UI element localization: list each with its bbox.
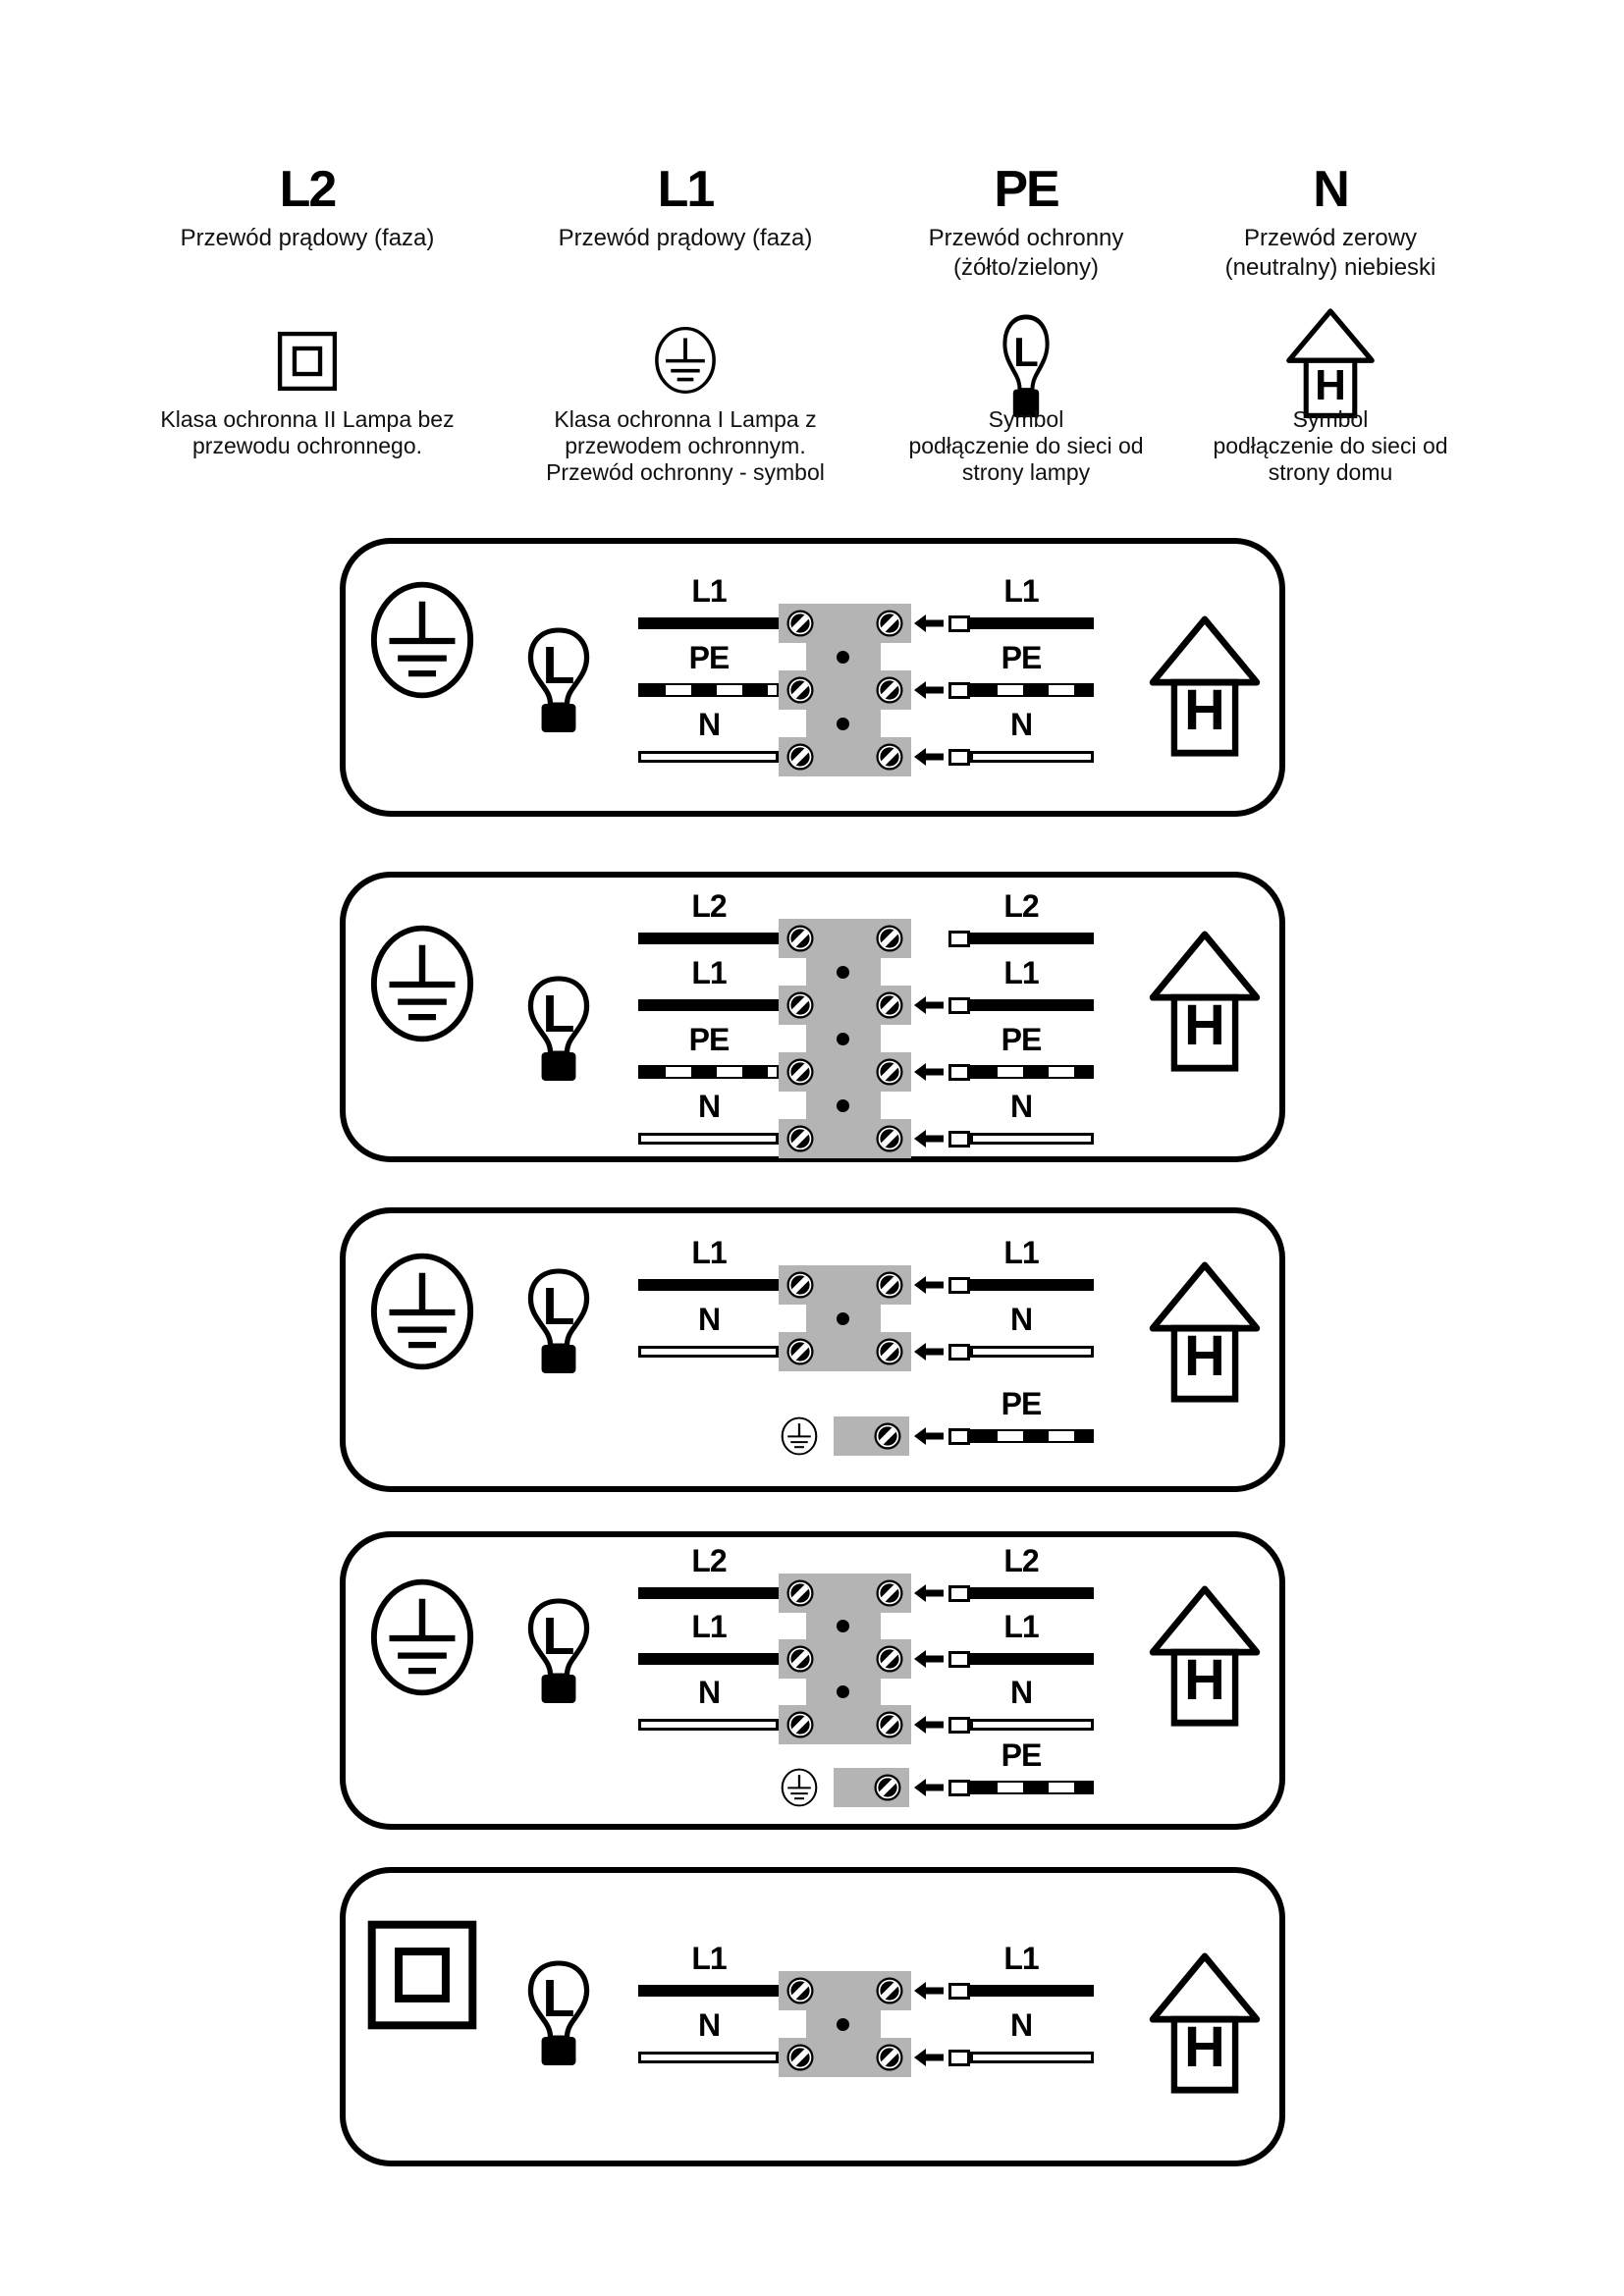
caption-line: strony lampy [961,459,1091,485]
wire-right-L1 [948,1982,1094,2000]
wire-label-right-N: N [1009,1675,1033,1710]
screw-icon [786,1338,814,1365]
wiring-panel-class1-L1-PE-N [340,538,1285,817]
wire-end-tip [948,615,970,632]
wire-label-left-N: N [697,1302,721,1337]
wire-end-tip [948,1585,970,1602]
protective-earth-icon [369,580,475,700]
wire-body [970,2052,1094,2063]
terminal-bridge-dot [837,1312,849,1325]
legend-caption-l2 [131,224,484,253]
wire-end-tip [948,1064,970,1081]
wire-left-L1 [638,999,779,1011]
caption-line: Przewód ochronny [928,225,1124,251]
wire-end-tip [948,682,970,699]
caption-line: Klasa ochronna I Lampa z [554,406,817,432]
screw-icon [876,610,903,637]
wire-label-right-N: N [1009,1302,1033,1337]
wire-left-N [638,2052,779,2063]
wire-end-tip [948,1651,970,1668]
wire-right-PE [948,1779,1094,1796]
screw-icon [786,1579,814,1607]
screw-icon [876,1645,903,1673]
arrow-left-icon [914,1342,944,1362]
wire-end-tip [948,1428,970,1445]
screw-icon [876,1977,903,2004]
house-icon [1142,1585,1268,1729]
wire-end-tip [948,749,970,766]
legend-caption-pe [849,224,1203,283]
screw-icon [876,2044,903,2071]
wire-label-left-L1: L1 [691,1609,727,1644]
wire-label-right-L1: L1 [1003,1609,1039,1644]
wire-label-right-L1: L1 [1003,955,1039,990]
arrow-left-icon [914,680,944,700]
protective-earth-icon [369,924,475,1043]
class2-double-square-icon [366,1919,478,2031]
screw-icon [786,1271,814,1299]
wire-right-PE [948,681,1094,699]
wire-label-right-N: N [1009,2007,1033,2043]
wire-body [970,683,1094,697]
wire-end-tip [948,997,970,1014]
wire-left-L2 [638,1587,779,1599]
wire-body [970,1719,1094,1731]
caption-line: podłączenie do sieci od [908,433,1144,458]
screw-icon [786,610,814,637]
lamp-letter: L [542,985,575,1043]
house-icon [1280,308,1380,420]
wire-label-left-L2: L2 [691,888,727,924]
arrow-left-icon [914,1426,944,1446]
wire-label-right-PE: PE [1001,1737,1042,1773]
arrow-left-icon [914,1778,944,1797]
lamp-letter: L [542,1607,575,1666]
wire-right-PE [948,1427,1094,1445]
screw-icon [876,676,903,704]
screw-icon [876,1058,903,1086]
wire-right-N [948,748,1094,766]
lamp-letter: L [542,1969,575,2028]
wire-end-tip [948,1983,970,2000]
wire-left-L1 [638,1653,779,1665]
terminal-bridge-dot [837,1685,849,1698]
wire-right-PE [948,1063,1094,1081]
wire-label-left-L2: L2 [691,1543,727,1578]
terminal-bridge-dot [837,718,849,730]
wire-label-right-PE: PE [1001,1386,1042,1421]
wire-left-N [638,1346,779,1358]
lamp-icon [522,976,595,1086]
class2-double-square-icon [277,331,338,392]
legend-symbol-caption-l2 [121,406,494,459]
lamp-letter: L [542,636,575,695]
wire-label-right-L2: L2 [1003,1543,1039,1578]
arrow-left-icon [914,1062,944,1082]
screw-icon [786,1058,814,1086]
caption-line: (żółto/zielony) [952,254,1100,281]
arrow-left-icon [914,1129,944,1148]
screw-icon [876,1711,903,1738]
wire-end-tip [948,1344,970,1361]
wire-label-right-L2: L2 [1003,888,1039,924]
wire-label-left-N: N [697,1675,721,1710]
house-letter: H [1184,993,1225,1057]
wire-end-tip [948,2050,970,2066]
house-letter: H [1184,1324,1225,1388]
wire-right-N [948,1343,1094,1361]
caption-line: Przewód zerowy [1243,225,1418,251]
house-icon [1142,1952,1268,2096]
caption-line: Przewód ochronny - symbol [546,459,825,485]
wire-label-right-L1: L1 [1003,573,1039,609]
arrow-left-icon [914,2048,944,2067]
legend-label-pe: PE [994,161,1058,218]
wire-end-tip [948,1780,970,1796]
caption-line: przewodem ochronnym. [565,433,806,458]
wire-body [970,751,1094,763]
wiring-panel-class1-L2-L1-N-separate-PE [340,1531,1285,1830]
caption-line: (neutralny) niebieski [1224,254,1436,281]
caption-line: podłączenie do sieci od [1213,433,1448,458]
protective-earth-small-icon [781,1768,818,1807]
caption-line: Symbol [1292,406,1369,432]
house-icon [1142,931,1268,1074]
screw-icon [874,1774,901,1801]
wire-body [970,1279,1094,1291]
terminal-bridge-dot [837,2018,849,2031]
screw-icon [876,743,903,771]
wire-end-tip [948,1131,970,1148]
caption-line: Przewód prądowy (faza) [180,225,435,251]
wiring-panel-class2-L1-N [340,1867,1285,2166]
caption-line: przewodu ochronnego. [192,433,422,458]
wire-right-L1 [948,614,1094,632]
wire-body [970,1133,1094,1145]
caption-line: Symbol [988,406,1064,432]
screw-icon [786,1645,814,1673]
wire-left-L1 [638,617,779,629]
wire-label-right-L1: L1 [1003,1941,1039,1976]
wire-right-L2 [948,1584,1094,1602]
legend-label-n: N [1313,161,1348,218]
screw-icon [786,2044,814,2071]
screw-icon [786,1711,814,1738]
arrow-left-icon [914,1583,944,1603]
lamp-icon [522,1598,595,1708]
wire-body [970,617,1094,629]
wire-body [970,933,1094,944]
screw-icon [876,1125,903,1152]
wire-end-tip [948,931,970,947]
arrow-left-icon [914,1981,944,2001]
terminal-bridge-dot [837,1033,849,1045]
wire-right-L1 [948,1650,1094,1668]
wire-right-L1 [948,996,1094,1014]
wire-left-L1 [638,1985,779,1997]
lamp-icon [522,1268,595,1378]
wire-label-left-N: N [697,2007,721,2043]
protective-earth-icon [369,1252,475,1371]
arrow-left-icon [914,995,944,1015]
screw-icon [876,1271,903,1299]
terminal-bridge-dot [837,1099,849,1112]
wire-body [970,1346,1094,1358]
house-letter: H [1184,1648,1225,1712]
screw-icon [876,1338,903,1365]
wire-body [970,1653,1094,1665]
screw-icon [786,1125,814,1152]
wire-right-N [948,1716,1094,1734]
wire-label-right-PE: PE [1001,640,1042,675]
house-letter: H [1315,361,1346,409]
wire-right-N [948,2049,1094,2066]
wire-left-N [638,751,779,763]
wire-label-right-N: N [1009,1089,1033,1124]
lamp-icon [522,1960,595,2070]
screw-icon [876,991,903,1019]
lamp-letter: L [1013,329,1039,375]
wire-right-N [948,1130,1094,1148]
wire-body [970,1065,1094,1079]
wire-body [970,1429,1094,1443]
screw-icon [786,925,814,952]
legend-symbol-caption-l1 [499,406,872,486]
wire-label-right-PE: PE [1001,1022,1042,1057]
terminal-bridge-dot [837,651,849,664]
protective-earth-icon [369,1577,475,1697]
screw-icon [874,1422,901,1450]
wire-left-N [638,1719,779,1731]
wire-body [970,999,1094,1011]
wire-label-left-N: N [697,707,721,742]
house-icon [1142,615,1268,759]
arrow-left-icon [914,747,944,767]
lamp-icon [522,627,595,737]
wire-left-L2 [638,933,779,944]
legend-label-l2: L2 [279,161,336,218]
wiring-panel-class1-L2-L1-PE-N [340,872,1285,1162]
arrow-left-icon [914,1649,944,1669]
screw-icon [876,1579,903,1607]
protective-earth-small-icon [781,1416,818,1456]
wire-label-left-PE: PE [688,1022,730,1057]
house-letter: H [1184,2015,1225,2079]
screw-icon [786,991,814,1019]
wire-left-N [638,1133,779,1145]
lamp-letter: L [542,1277,575,1336]
wire-left-PE [638,1065,779,1079]
wire-body [970,1587,1094,1599]
wire-body [970,1985,1094,1997]
wire-label-left-L1: L1 [691,955,727,990]
arrow-left-icon [914,614,944,633]
wire-end-tip [948,1277,970,1294]
protective-earth-icon [654,326,717,395]
legend-caption-n [1154,224,1507,283]
caption-line: strony domu [1268,459,1393,485]
wire-label-left-L1: L1 [691,1235,727,1270]
screw-icon [786,1977,814,2004]
wire-label-right-L1: L1 [1003,1235,1039,1270]
house-icon [1142,1261,1268,1405]
wire-end-tip [948,1717,970,1734]
house-letter: H [1184,678,1225,742]
screw-icon [786,676,814,704]
wiring-panel-class1-L1-N-separate-PE [340,1207,1285,1492]
wire-left-L1 [638,1279,779,1291]
wire-label-left-L1: L1 [691,573,727,609]
legend-caption-l1 [509,224,862,253]
wire-left-PE [638,683,779,697]
arrow-left-icon [914,1275,944,1295]
wire-label-left-N: N [697,1089,721,1124]
wire-right-L2 [948,930,1094,947]
arrow-left-icon [914,1715,944,1735]
terminal-bridge-dot [837,966,849,979]
legend-label-l1: L1 [657,161,714,218]
wire-label-left-PE: PE [688,640,730,675]
screw-icon [876,925,903,952]
wire-right-L1 [948,1276,1094,1294]
caption-line: Przewód prądowy (faza) [558,225,813,251]
legend-symbol-caption-n [1144,406,1517,486]
caption-line: Klasa ochronna II Lampa bez [160,406,455,432]
terminal-bridge-dot [837,1620,849,1632]
screw-icon [786,743,814,771]
wire-label-left-L1: L1 [691,1941,727,1976]
wire-label-right-N: N [1009,707,1033,742]
wire-body [970,1781,1094,1794]
